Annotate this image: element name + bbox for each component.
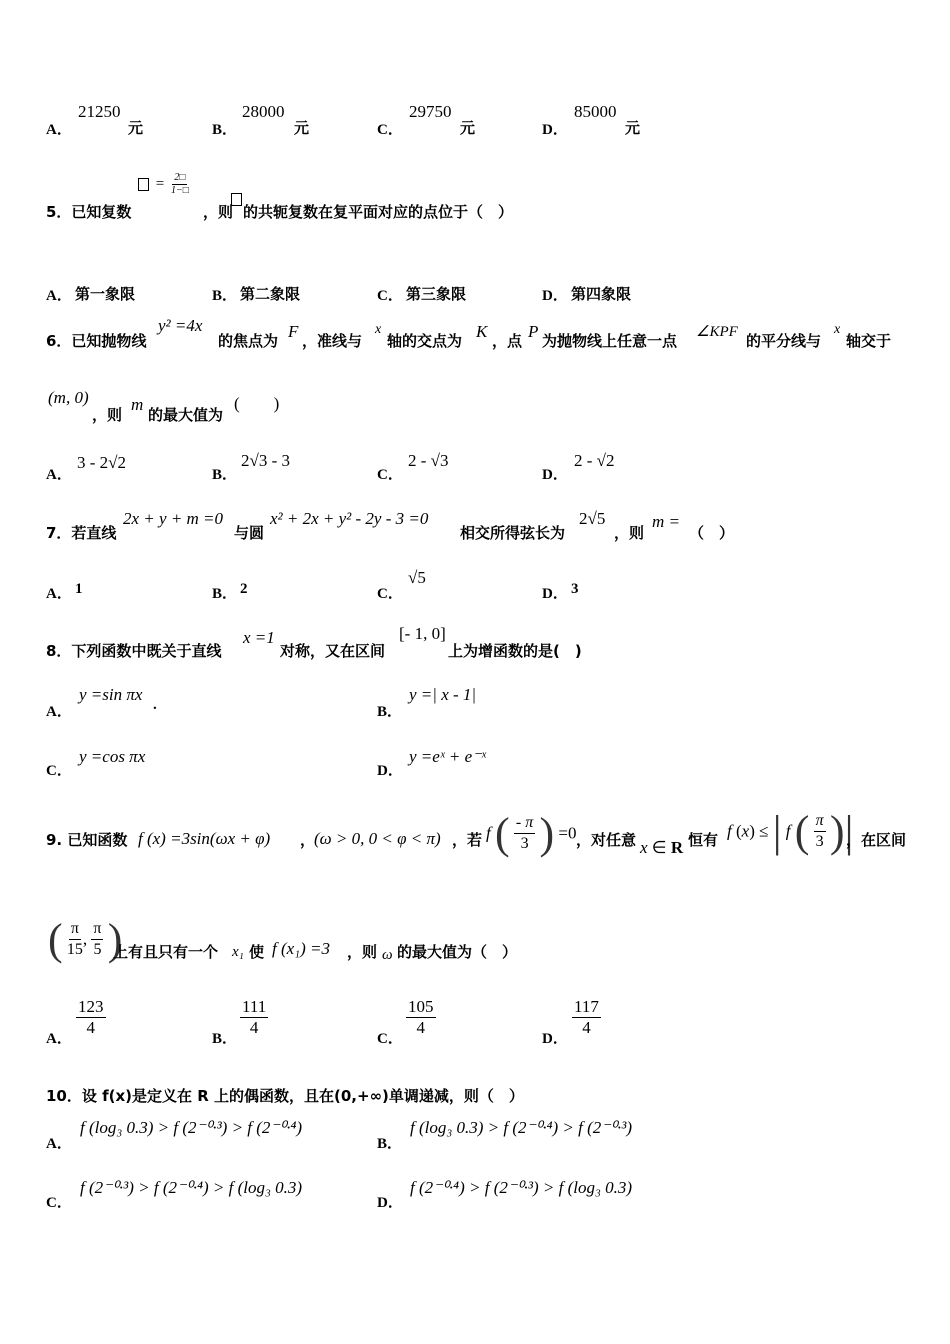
q9-condition: (ω > 0, 0 < φ < π): [314, 829, 441, 848]
q8-option-a-label: A．: [46, 704, 72, 720]
q9-text-3: ，对任意: [576, 831, 637, 849]
q8-option-b-label: B．: [377, 704, 403, 720]
q10-option-a-label: A．: [46, 1136, 72, 1152]
q5-option-c-text: 第三象限: [406, 285, 467, 303]
q7-option-c-label: C．: [377, 586, 403, 602]
q6-x: x: [375, 322, 382, 337]
q9-inequality: f (x) ≤ | f ( $\frac{\pi}{3}$ )|: [727, 807, 854, 856]
q9-option-a-numerator: 123: [78, 997, 104, 1016]
q6-text-6: 的平分线与: [746, 332, 822, 350]
q7-text-1: 与圆: [234, 524, 265, 542]
q7-m-eq: m =: [652, 512, 680, 531]
q10-option-b-label: B．: [377, 1136, 403, 1152]
q6-text-1: 的焦点为: [218, 332, 279, 350]
q9-function: f (x) =3sin(ωx + φ): [138, 829, 271, 848]
placeholder-box-icon: [138, 178, 149, 191]
q6-text-5: 为抛物线上任意一点: [542, 332, 678, 350]
q5-option-b-label: B．: [212, 288, 238, 304]
q4-option-a-unit: 元: [128, 119, 144, 137]
q8-option-c-label: C．: [46, 763, 72, 779]
q4-option-a-value: 21250: [78, 102, 121, 121]
q9-option-c-numerator: 105: [408, 997, 434, 1016]
q8-option-a-suffix: .: [153, 697, 157, 713]
q8-text-2: 上为增函数的是( ): [448, 642, 582, 660]
q5-option-a-text: 第一象限: [75, 285, 136, 303]
q9-option-a-fraction: [76, 997, 106, 1038]
q9-stem-num: 9. 已知函数: [46, 831, 128, 849]
q10-option-c-text: f (2⁻⁰·³) > f (2⁻⁰·⁴) > f (log₃ 0.3): [80, 1178, 303, 1197]
q10-option-b-text: f (log₃ 0.3) > f (2⁻⁰·⁴) > f (2⁻⁰·³): [410, 1118, 633, 1137]
q4-option-b-label: B．: [212, 122, 238, 138]
q5-stem-c: 的共轭复数在复平面对应的点位于（ ）: [243, 203, 514, 221]
q9-option-b-denominator: 4: [249, 1018, 259, 1037]
q5-formula-numerator: 2□: [174, 172, 186, 183]
q4-option-b-value: 28000: [242, 102, 285, 121]
q6-option-d-label: D．: [542, 467, 568, 483]
q5-option-b-text: 第二象限: [240, 285, 301, 303]
q8-option-d-label: D．: [377, 763, 403, 779]
q6-point-k: K: [476, 322, 488, 341]
q6-answer-paren: ( ): [234, 394, 280, 413]
q8-option-d-text: y =eˣ + e⁻ˣ: [409, 747, 486, 766]
q6-x2: x: [834, 322, 841, 337]
q9-condition-f-pi3: f ( $\frac{- \pi}{3}$ ) =0: [486, 809, 577, 858]
q7-option-d-text: 3: [571, 581, 579, 597]
q9-option-b-numerator: 111: [242, 997, 267, 1016]
q6-intersection-point: (m, 0): [48, 388, 89, 407]
q6-point-f: F: [288, 322, 299, 341]
q7-option-b-text: 2: [240, 581, 248, 597]
q9-text-9: 的最大值为（ ）: [397, 943, 518, 961]
q8-option-b-text: y =| x - 1|: [409, 685, 477, 704]
q5-option-c-label: C．: [377, 288, 403, 304]
q9-x-in-r: x ∈ R: [640, 838, 684, 857]
q10-option-d-label: D．: [377, 1195, 403, 1211]
q5-option-d-label: D．: [542, 288, 568, 304]
q4-option-d-unit: 元: [625, 119, 641, 137]
q7-option-d-label: D．: [542, 586, 568, 602]
q6-angle: ∠KPF: [696, 324, 738, 340]
q4-option-d-value: 85000: [574, 102, 617, 121]
q7-answer-paren: （ ）: [689, 524, 735, 542]
q6-text-2: ，准线与: [302, 332, 363, 350]
q9-text-6: 上有且只有一个: [113, 943, 219, 961]
q8-option-a-text: y =sin πx: [79, 685, 143, 704]
q10-option-d-text: f (2⁻⁰·⁴) > f (2⁻⁰·³) > f (log₃ 0.3): [410, 1178, 633, 1197]
q5-formula-denominator: 1−□: [170, 185, 189, 196]
q6-option-a-label: A．: [46, 467, 72, 483]
q9-option-b-label: B．: [212, 1031, 238, 1047]
q9-option-d-label: D．: [542, 1031, 568, 1047]
q6-option-a-text: 3 - 2√2: [77, 453, 126, 472]
q9-option-c-denominator: 4: [416, 1018, 425, 1037]
q9-option-d-numerator: 117: [574, 997, 599, 1016]
q7-stem-num: 7．若直线: [46, 524, 117, 542]
q8-line-eq: x =1: [243, 628, 275, 647]
q7-option-c-text: √5: [408, 568, 426, 587]
q9-option-d-denominator: 4: [582, 1018, 591, 1037]
q10-option-a-text: f (log₃ 0.3) > f (2⁻⁰·³) > f (2⁻⁰·⁴): [80, 1118, 303, 1137]
q8-option-c-text: y =cos πx: [79, 747, 146, 766]
q6-option-c-label: C．: [377, 467, 403, 483]
q5-formula: = $\frac{2□}{1-□}$: [138, 172, 189, 197]
q9-text-1: ，: [300, 831, 316, 849]
q6-m: m: [131, 395, 144, 414]
q7-option-a-label: A．: [46, 586, 72, 602]
q9-omega: ω: [382, 947, 393, 963]
q8-stem-num: 8．下列函数中既关于直线: [46, 642, 222, 660]
q9-text-2: ，若: [452, 831, 483, 849]
q8-interval: [- 1, 0]: [399, 624, 446, 643]
q5-stem-b: ，则: [203, 203, 234, 221]
q4-option-c-unit: 元: [460, 119, 476, 137]
q6-text-7: 轴交于: [846, 332, 892, 350]
q10-option-c-label: C．: [46, 1195, 72, 1211]
q4-option-b-unit: 元: [294, 119, 310, 137]
q9-text-7: 使: [249, 943, 265, 961]
q9-f-x1: f (x₁) =3: [272, 939, 330, 958]
q6-text-8: ，则: [92, 406, 123, 424]
q4-option-d-label: D．: [542, 122, 568, 138]
q7-line-eq: 2x + y + m =0: [123, 509, 224, 528]
q9-option-b-fraction: [240, 997, 268, 1038]
q6-option-c-text: 2 - √3: [408, 451, 449, 470]
q9-option-c-fraction: [406, 997, 436, 1038]
q6-option-b-label: B．: [212, 467, 238, 483]
q7-circle-eq: x² + 2x + y² - 2y - 3 =0: [270, 509, 429, 528]
q9-x1: x₁: [232, 944, 244, 960]
q5-option-d-text: 第四象限: [571, 285, 632, 303]
q4-option-a-label: A．: [46, 122, 72, 138]
q5-stem-a: 5．已知复数: [46, 203, 132, 221]
q6-parabola-eq: y² =4x: [158, 316, 203, 335]
q9-option-a-label: A．: [46, 1031, 72, 1047]
q7-text-3: ，则: [614, 524, 645, 542]
placeholder-box-icon: [231, 189, 242, 208]
q6-option-b-text: 2√3 - 3: [241, 451, 290, 470]
q6-text-4: ，点: [492, 332, 523, 350]
q6-point-p: P: [528, 322, 539, 341]
q9-option-d-fraction: [572, 997, 601, 1038]
q9-text-4: 恒有: [688, 831, 719, 849]
q5-option-a-label: A．: [46, 288, 72, 304]
q6-option-d-text: 2 - √2: [574, 451, 615, 470]
q6-text-9: 的最大值为: [148, 406, 224, 424]
q10-stem: 10．设 f(x)是定义在 R 上的偶函数，且在(0,+∞)单调递减，则（ ）: [46, 1087, 524, 1105]
q7-option-a-text: 1: [75, 581, 83, 597]
q4-option-c-label: C．: [377, 122, 403, 138]
q6-text-3: 轴的交点为: [387, 332, 463, 350]
q4-option-c-value: 29750: [409, 102, 452, 121]
q8-text-1: 对称，又在区间: [280, 642, 386, 660]
q9-interval: ( $\frac{\pi}{15}$ , $\frac{\pi}{5}$ ): [48, 915, 123, 964]
q7-text-2: 相交所得弦长为: [460, 524, 566, 542]
q7-chord: 2√5: [579, 509, 606, 528]
q6-stem-num: 6．已知抛物线: [46, 332, 147, 350]
q9-text-8: ，则: [347, 943, 378, 961]
q9-option-a-denominator: 4: [86, 1018, 95, 1037]
q7-option-b-label: B．: [212, 586, 238, 602]
q9-option-c-label: C．: [377, 1031, 403, 1047]
q9-text-5: ，在区间: [846, 831, 907, 849]
